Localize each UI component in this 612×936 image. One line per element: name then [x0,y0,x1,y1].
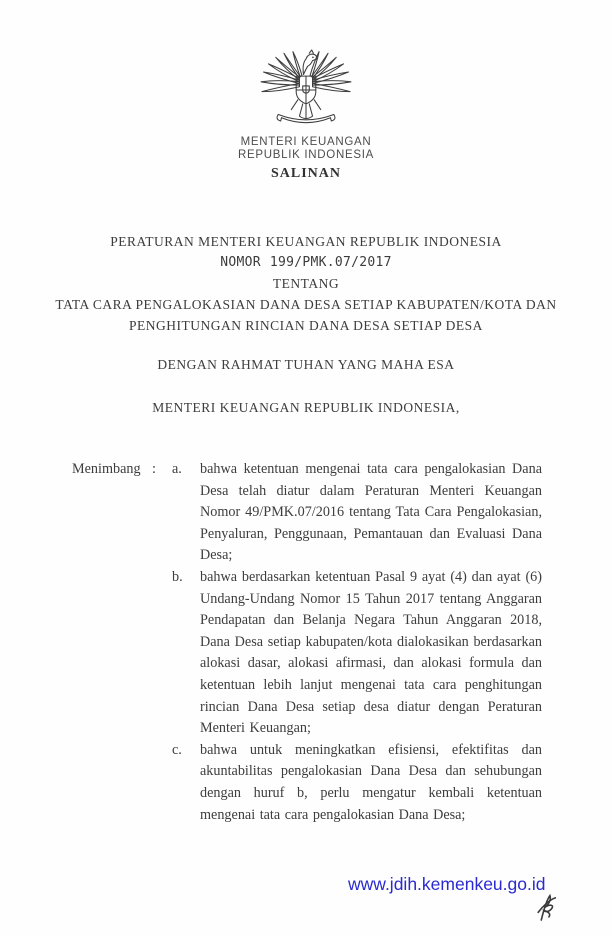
jdih-kemenkeu-link[interactable]: www.jdih.kemenkeu.go.id [348,874,546,894]
menimbang-colon: : [152,461,156,477]
menimbang-label: Menimbang [72,461,141,477]
ministry-name: MENTERI KEUANGAN [240,136,372,148]
item-text: bahwa berdasarkan ketentuan Pasal 9 ayat (4) dan ayat (6) Undang-Undang Nomor 15 Tahun 2017 tentang Anggaran Pendapatan dan Belanja Negara Tahun Anggaran 2018, Dana Desa setiap kabupaten/kota dialokasikan berdasarkan alokasi dasar, alokasi afirmasi, dan alokasi formula dan ketentuan lebih lanjut mengenai tata cara penghitungan rincian Dana Desa setiap desa diatur dengan Peraturan Menteri Keuangan; [200,568,542,737]
subject-line-2: PENGHITUNGAN RINCIAN DANA DESA SETIAP DESA [129,318,483,333]
consideration-item-c [172,740,542,826]
ministry-country: REPUBLIK INDONESIA [238,149,374,161]
invocation: DENGAN RAHMAT TUHAN YANG MAHA ESA [157,357,455,372]
nomor-value: 199/PMK.07/2017 [269,255,392,270]
regulation-number-line [0,252,612,273]
handwritten-initial-icon [533,891,563,924]
tentang-label: TENTANG [272,276,340,291]
paraf-initial-mark [533,891,564,929]
subject-line-1: TATA CARA PENGALOKASIAN DANA DESA SETIAP KABUPATEN/KOTA DAN [55,297,557,312]
garuda-pancasila-emblem [0,48,612,132]
copy-label: SALINAN [270,166,341,181]
item-letter: a. [172,461,182,477]
regulation-title-block [0,231,612,336]
authority-line: MENTERI KEUANGAN REPUBLIK INDONESIA, [152,400,460,415]
item-letter: b. [172,568,183,585]
nomor-label: NOMOR [220,255,261,270]
consideration-item-a [172,459,542,567]
considerations-section [72,459,542,826]
garuda-pancasila-icon [257,48,355,132]
item-text: bahwa untuk meningkatkan efisiensi, efektifitas dan akuntabilitas pengalokasian Dana Desa dan sehubungan dengan huruf b, perlu mengatur kembali ketentuan mengenai tata cara pengalokasian Dana Desa; [200,741,542,823]
letterhead [0,136,612,162]
consideration-item-b [172,567,542,740]
item-letter: c. [172,741,182,758]
regulation-heading: PERATURAN MENTERI KEUANGAN REPUBLIK INDONESIA [110,234,502,249]
item-text: bahwa ketentuan mengenai tata cara pengalokasian Dana Desa telah diatur dalam Peraturan Menteri Keuangan Nomor 49/PMK.07/2016 tentang Tata Cara Pengalokasian, Penyaluran, Penggunaan, Pemantauan dan Evaluasi Dana Desa; [200,461,542,564]
consideration-items [172,459,542,826]
